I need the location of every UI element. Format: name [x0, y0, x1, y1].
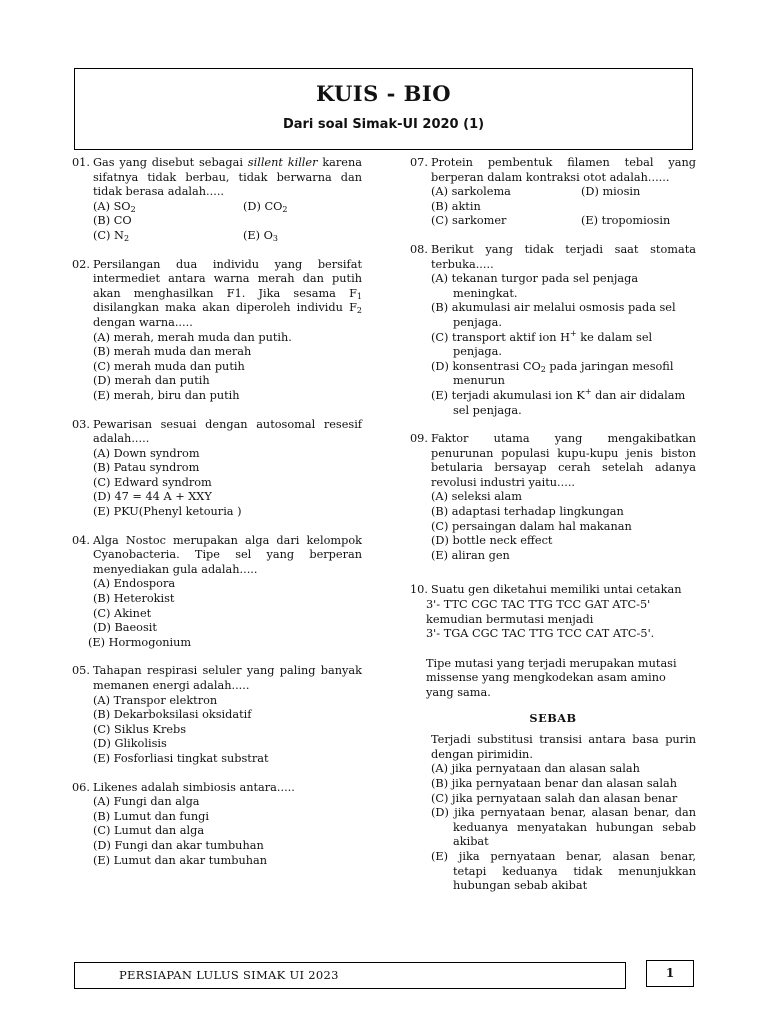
option-c: (C) Siklus Krebs: [93, 722, 187, 736]
sequence-mutated: 3'- TGA CGC TAC TTG TCC CAT ATC-5'.: [426, 627, 655, 641]
option-e: (E) merah, biru dan putih: [93, 388, 240, 402]
question-number: 08.: [410, 242, 428, 256]
because-label: SEBAB: [529, 710, 577, 725]
option-e: (E) Fosforliasi tingkat substrat: [93, 751, 269, 765]
option-d: (D) 47 = 44 A + XXY: [93, 490, 212, 504]
option-e: (E) aliran gen: [431, 548, 510, 562]
reason: Terjadi substitusi transisi antara basa purin dengan pirimidin.: [431, 733, 696, 761]
option-a: (A) Down syndrom: [93, 446, 200, 460]
option-d: (D) Glikolisis: [93, 737, 167, 751]
question-number: 02.: [72, 257, 90, 271]
option-a: (A) sarkolema: [431, 185, 511, 199]
option-c: (C) $N_2$: [93, 228, 130, 243]
option-a: (A) Transpor elektron: [93, 693, 218, 707]
option-d: (D) bottle neck effect: [431, 534, 553, 548]
option-d: (D) merah dan putih: [93, 374, 210, 388]
option-d: (D) Fungi dan akar tumbuhan: [93, 838, 264, 852]
footer-text: PERSIAPAN LULUS SIMAK UI 2023: [74, 962, 626, 989]
page-number: 1: [646, 960, 694, 987]
option-c: (C) jika pernyataan salah dan alasan benar: [431, 791, 678, 805]
question-stem: Protein pembentuk filamen tebal yang berperan dalam kontraksi otot adalah......: [431, 156, 696, 184]
left-column: [72, 156, 362, 882]
option-c: (C) transport aktif ion H+ ke dalam sel penjaga.: [431, 328, 653, 359]
question-8: [410, 243, 696, 418]
option-c: (C) Akinet: [93, 606, 152, 620]
question-7: [410, 156, 696, 229]
option-e: (E) Lumut dan akar tumbuhan: [93, 853, 268, 867]
option-e: (E) jika pernyataan benar, alasan benar, tetapi keduanya tidak menunjukkan hubungan sebab akibat: [431, 849, 696, 893]
question-number: 07.: [410, 156, 428, 169]
option-e: (E) terjadi akumulasi ion K+ dan air didalam sel penjaga.: [431, 387, 686, 417]
question-9: [410, 432, 696, 563]
question-stem: Tahapan respirasi seluler yang paling banyak memanen energi adalah.....: [93, 664, 362, 692]
option-b: (B) jika pernyataan benar dan alasan salah: [431, 776, 677, 790]
question-5: [72, 664, 362, 766]
question-4: [72, 534, 362, 651]
page-title: KUIS - BIO: [315, 81, 451, 106]
option-b: (B) Lumut dan fungi: [93, 809, 210, 823]
option-a: (A) seleksi alam: [431, 490, 522, 504]
question-number: 03.: [72, 417, 90, 431]
option-c: (C) merah muda dan putih: [93, 359, 245, 373]
question-stem: Suatu gen diketahui memiliki untai cetakan: [431, 583, 682, 597]
options: [93, 200, 362, 244]
question-10: [410, 583, 696, 893]
option-c: (C) sarkomer: [431, 214, 507, 228]
question-2: [72, 258, 362, 404]
page-subtitle: Dari soal Simak-UI 2020 (1): [282, 117, 485, 132]
option-c: (C) Edward syndrom: [93, 475, 212, 489]
option-d: (D) jika pernyataan benar, alasan benar, dan keduanya menyatakan hubungan sebab akibat: [431, 806, 696, 849]
question-3: [72, 418, 362, 520]
question-stem: Pewarisan sesuai dengan autosomal resesif adalah.....: [93, 417, 362, 446]
question-stem: Berikut yang tidak terjadi saat stomata terbuka.....: [431, 242, 696, 271]
statement: Tipe mutasi yang terjadi merupakan mutasi missense yang mengkodekan asam amino yang sama.: [426, 656, 677, 699]
question-stem: Alga Nostoc merupakan alga dari kelompok Cyanobacteria. Tipe sel yang berperan menyediakan gula adalah.....: [93, 533, 362, 576]
option-e: (E) tropomiosin: [581, 214, 671, 228]
option-a: (A) jika pernyataan dan alasan salah: [431, 762, 640, 776]
option-e: (E) Hormogonium: [88, 635, 192, 649]
question-stem: Gas yang disebut sebagai sillent killer karena sifatnya tidak berbau, tidak berwarna dan tidak berasa adalah.....: [93, 156, 362, 199]
question-stem: Faktor utama yang mengakibatkan penurunan populasi kupu-kupu jenis biston betularia bersayap cerah setelah adanya revolusi industri yaitu.....: [431, 432, 696, 489]
option-b: (B) Patau syndrom: [93, 461, 200, 475]
stem-mutation: kemudian bermutasi menjadi: [426, 612, 594, 626]
question-6: [72, 781, 362, 869]
question-number: 06.: [72, 780, 90, 794]
option-b: (B) adaptasi terhadap lingkungan: [431, 505, 624, 519]
option-b: (B) akumulasi air melalui osmosis pada sel penjaga.: [431, 301, 676, 329]
option-e: (E) $O_3$: [243, 228, 279, 243]
option-d: (D) $CO_2$: [243, 199, 288, 214]
question-number: 10.: [410, 583, 428, 597]
question-number: 04.: [72, 533, 90, 547]
question-number: 09.: [410, 432, 428, 446]
option-b: (B) merah muda dan merah: [93, 345, 252, 359]
question-stem: Likenes adalah simbiosis antara.....: [93, 780, 295, 794]
option-a: (A) tekanan turgor pada sel penjaga meningkat.: [431, 272, 639, 300]
option-a: (A) merah, merah muda dan putih.: [93, 330, 292, 344]
option-c: (C) Lumut dan alga: [93, 824, 205, 838]
sequence-original: 3'- TTC CGC TAC TTG TCC GAT ATC-5': [426, 598, 651, 612]
right-column: [410, 156, 696, 908]
option-b: (B) aktin: [431, 199, 481, 213]
question-stem: Persilangan dua individu yang bersifat intermediet antara warna merah dan putih akan menghasilkan F1. Jika sesama $F_1$ disilangkan maka akan diperoleh individu $F_2$ dengan warna.....: [93, 257, 362, 329]
option-a: (A) Endospora: [93, 577, 176, 591]
option-b: (B) CO: [93, 214, 132, 228]
option-e: (E) PKU(Phenyl ketouria ): [93, 505, 242, 519]
option-b: (B) Heterokist: [93, 592, 175, 606]
question-1: [72, 156, 362, 244]
option-d: (D) konsentrasi $CO_2$ pada jaringan mesofil menurun: [431, 359, 674, 388]
option-d: (D) miosin: [581, 185, 641, 199]
option-d: (D) Baeosit: [93, 621, 157, 635]
question-number: 05.: [72, 664, 90, 678]
option-b: (B) Dekarboksilasi oksidatif: [93, 708, 252, 722]
option-a: (A) $SO_2$: [93, 199, 136, 214]
question-number: 01.: [72, 156, 90, 169]
header-box: [74, 68, 693, 150]
option-a: (A) Fungi dan alga: [93, 795, 200, 809]
option-c: (C) persaingan dalam hal makanan: [431, 519, 632, 533]
